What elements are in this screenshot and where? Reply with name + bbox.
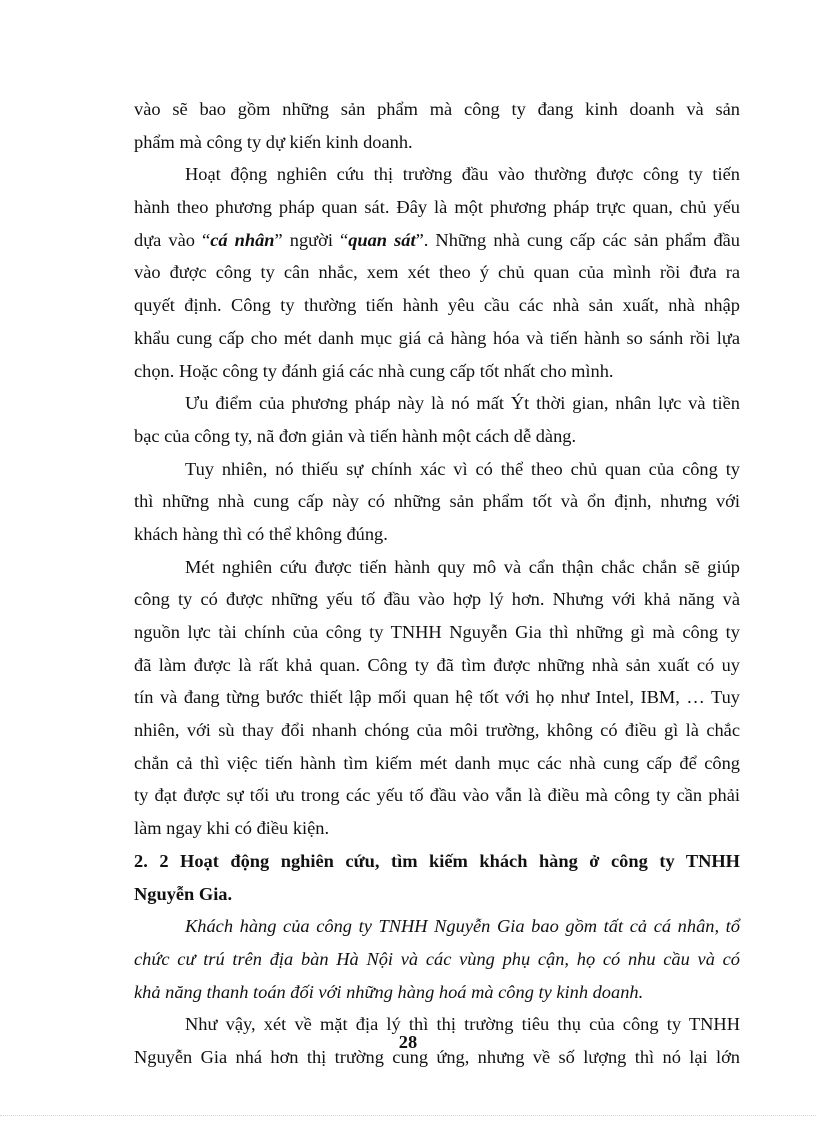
text-run: ”. Những nhà cung cấp các sản phẩm đầu	[415, 229, 740, 250]
section-heading	[134, 845, 740, 910]
text-run: ” người “	[274, 229, 349, 250]
text-run: dựa vào “	[134, 229, 211, 250]
text-line: vào được công ty cân nhắc, xem xét theo ý chủ quan của mình rồi đưa ra	[134, 262, 740, 283]
text-line: đã làm được là rất khả quan. Công ty đã tìm được những nhà sản xuất có uy	[134, 654, 740, 675]
text-line: Tuy nhiên, nó thiếu sự chính xác vì có thể theo chủ quan của công ty	[185, 458, 740, 479]
text-line: Nguyễn Gia nhá hơn thị trường cung ứng, nhưng về số lượng thì nó lại lớn	[134, 1046, 740, 1067]
paragraph	[134, 453, 740, 551]
text-line: Mét nghiên cứu được tiến hành quy mô và cẩn thận chắc chắn sẽ giúp	[185, 556, 740, 577]
text-line: phẩm mà công ty dự kiến kinh doanh.	[134, 131, 413, 152]
text-line: chức cư trú trên địa bàn Hà Nội và các vùng phụ cận, họ có nhu cầu và có	[134, 948, 740, 969]
text-line	[134, 224, 740, 257]
text-line: nhiên, với sù thay đổi nhanh chóng của môi trường, không có điều gì là chắc	[134, 720, 740, 741]
page-number: 28	[398, 1032, 418, 1052]
heading-line: 2. 2 Hoạt động nghiên cứu, tìm kiếm khách hàng ở công ty TNHH	[134, 850, 740, 871]
text-line: khách hàng thì có thể không đúng.	[134, 523, 388, 544]
text-line: chọn. Hoặc công ty đánh giá các nhà cung cấp tốt nhất cho mình.	[134, 360, 614, 381]
text-line: vào sẽ bao gồm những sản phẩm mà công ty đang kinh doanh và sản	[134, 99, 740, 119]
text-line: thì những nhà cung cấp này có những sản phẩm tốt và ổn định, nhưng với	[134, 491, 740, 512]
text-line: chắn cả thì việc tiến hành tìm kiếm mét danh mục các nhà cung cấp để công	[134, 752, 740, 773]
text-line: tín và đang từng bước thiết lập mối quan hệ tốt với họ như Intel, IBM, … Tuy	[134, 687, 740, 708]
text-line: Hoạt động nghiên cứu thị trường đầu vào thường được công ty tiến	[185, 164, 740, 185]
paragraph	[134, 93, 740, 158]
paragraph	[134, 387, 740, 452]
paragraph	[134, 158, 740, 387]
text-line: Như vậy, xét về mặt địa lý thì thị trường tiêu thụ của công ty TNHH	[185, 1014, 740, 1035]
emphasis-text: quan sát	[348, 229, 416, 250]
text-line: khả năng thanh toán đối với những hàng hoá mà công ty kinh doanh.	[134, 981, 644, 1002]
text-line: Khách hàng của công ty TNHH Nguyễn Gia bao gồm tất cả cá nhân, tổ	[185, 916, 740, 937]
heading-line: Nguyễn Gia.	[134, 883, 233, 904]
page-body	[134, 93, 740, 1074]
text-line: hành theo phương pháp quan sát. Đây là một phương pháp trực quan, chủ yếu	[134, 197, 740, 218]
text-line: công ty có được những yếu tố đầu vào hợp lý hơn. Nhưng với khả năng và	[134, 589, 740, 610]
paragraph	[134, 551, 740, 845]
paragraph	[134, 910, 740, 1008]
emphasis-text: cá nhân	[210, 229, 275, 250]
text-line: ty đạt được sự tối ưu trong các yếu tố đầu vào vẫn là điều mà công ty cần phải	[134, 785, 740, 806]
text-line: khẩu cung cấp cho mét danh mục giá cả hàng hóa và tiến hành so sánh rồi lựa	[134, 327, 740, 348]
text-line: nguồn lực tài chính của công ty TNHH Nguyễn Gia thì những gì mà công ty	[134, 622, 740, 642]
text-line: quyết định. Công ty thường tiến hành yêu cầu các nhà sản xuất, nhà nhập	[134, 295, 740, 316]
text-line: Ưu điểm của phương pháp này là nó mất Ýt thời gian, nhân lực và tiền	[185, 393, 740, 414]
text-line: bạc của công ty, nã đơn giản và tiến hành một cách dễ dàng.	[134, 425, 577, 446]
footer-divider	[0, 1115, 816, 1116]
text-line: làm ngay khi có điều kiện.	[134, 818, 330, 839]
